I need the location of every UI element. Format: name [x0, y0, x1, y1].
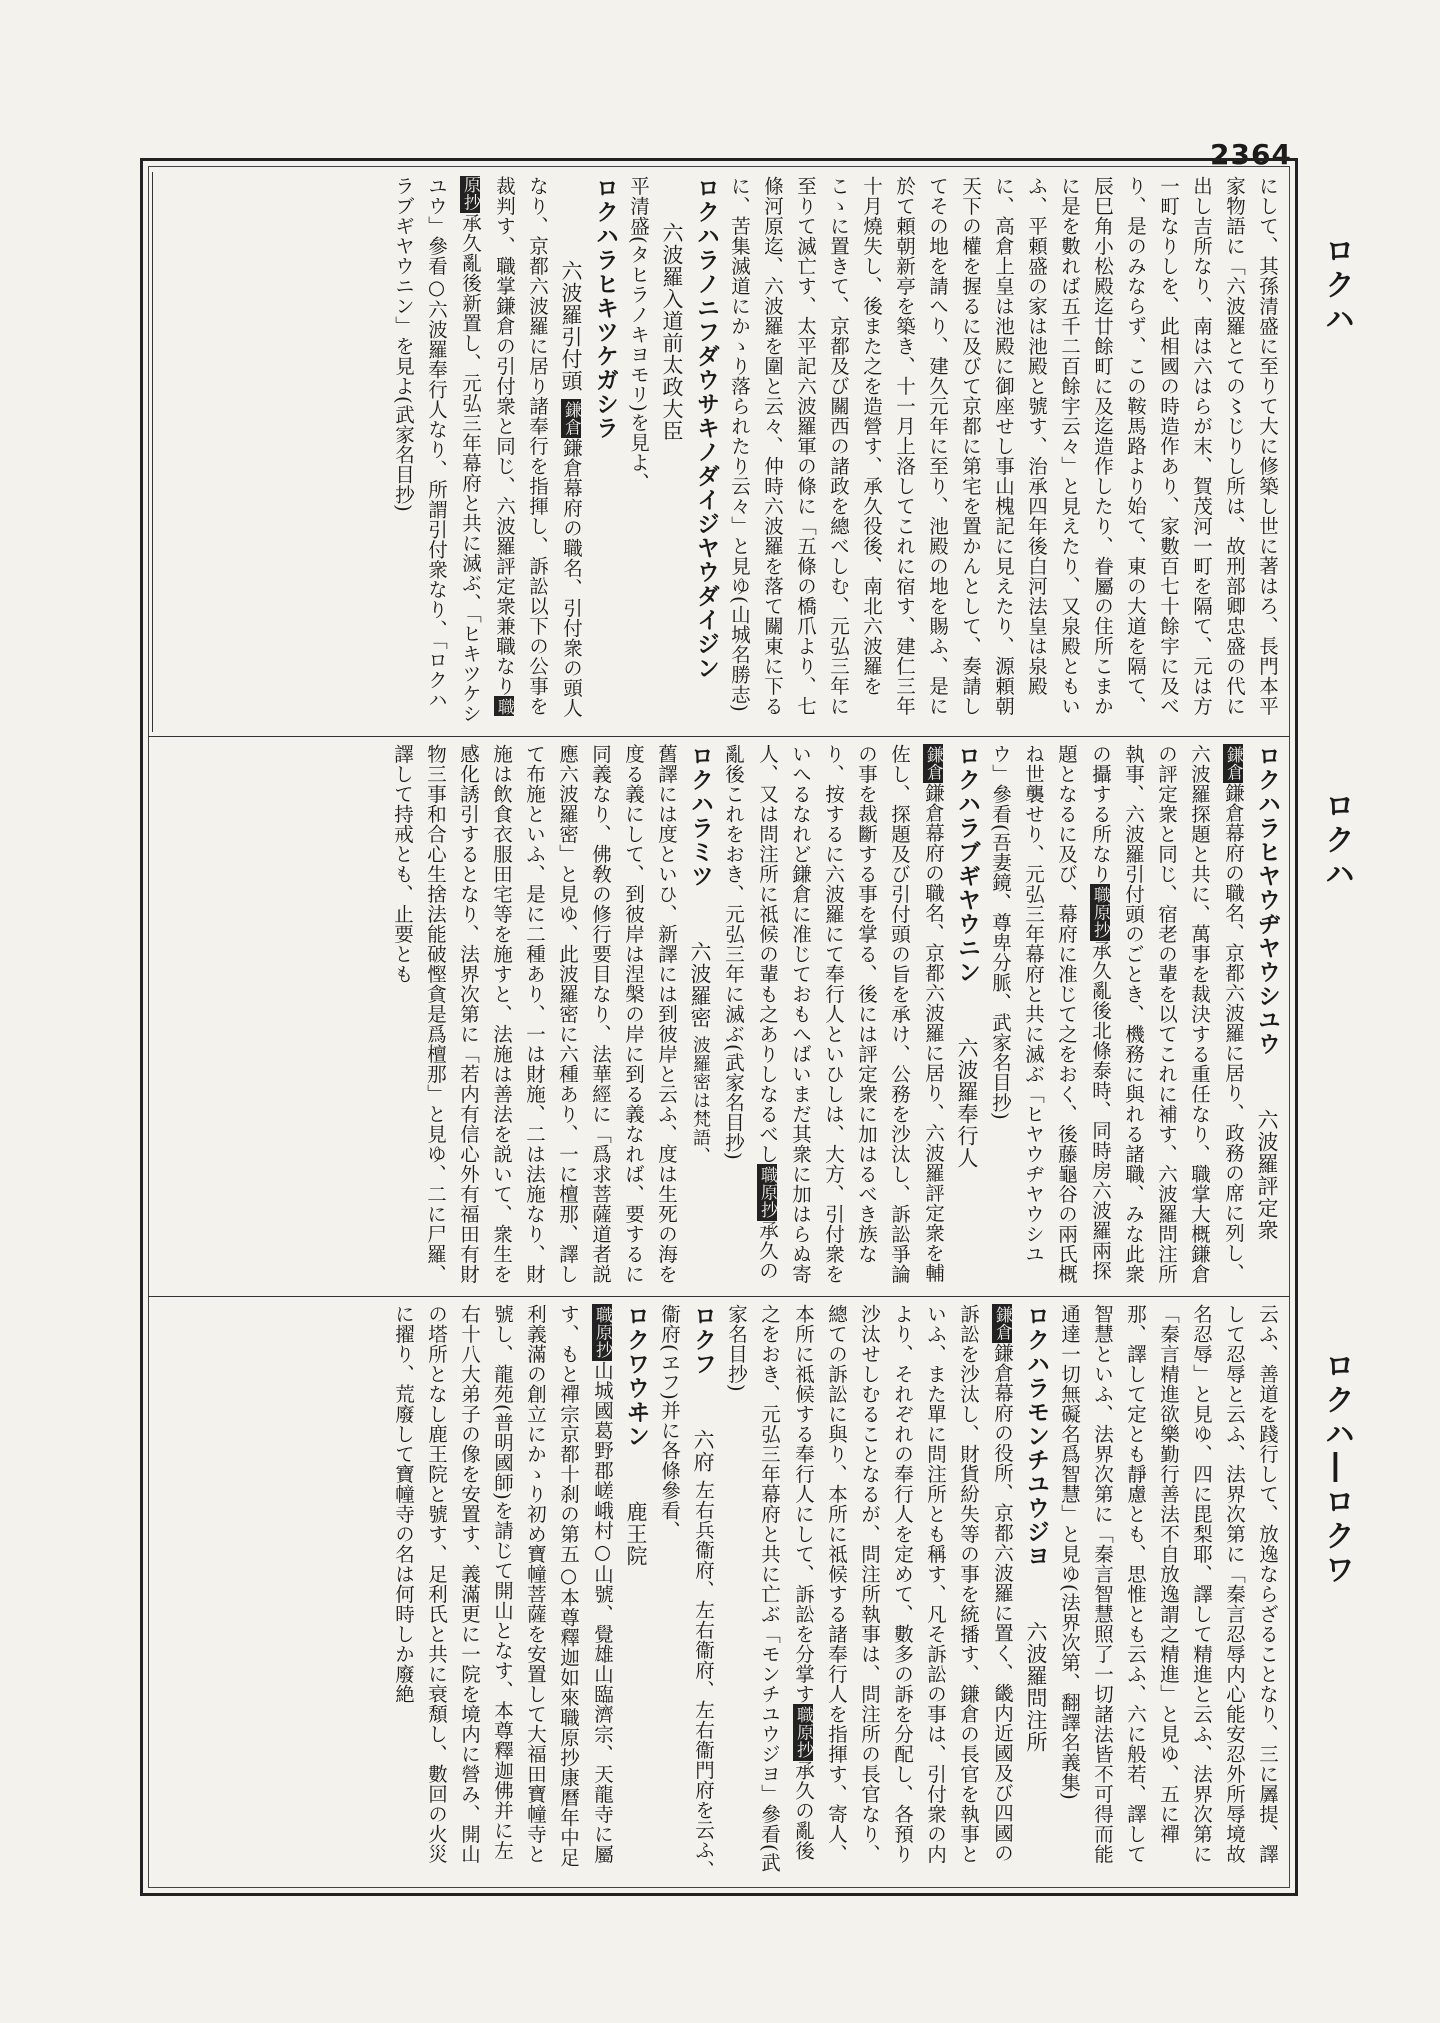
entry-headword: ロクハラブギヤウニン: [954, 744, 980, 984]
entry-headword: ロクハラヒキツケガシラ: [592, 176, 618, 440]
entry-body: [717, 744, 950, 1288]
running-head-upper: ロクハ: [1319, 235, 1354, 337]
entry-body: [387, 1304, 619, 1880]
source-tag: 職原抄: [592, 1306, 612, 1359]
entry-note: 波羅密は梵語、: [690, 1035, 711, 1166]
entry-kanji: 鹿王院: [624, 1500, 648, 1567]
entry-rokuhara-hyojoshu: [1250, 744, 1284, 1288]
source-tag: 職原抄: [1090, 886, 1110, 939]
tier-upper: [156, 176, 1284, 728]
continued-text: にして、其孫清盛に至りて大に修築し世に著はろ、長門本平家物語に「六波羅とての〻じりし所は、故刑部卿忠盛の代に出し吉所なり、南は六はらが末、賀茂河一町を隔て、元は方一町なりしを、此相國の時造作あり、家數百七十餘宇に及べり、是のみならず、この鞍馬路より始て、東の大道を隔て、辰巳角小松殿迄廿餘町に及迄造作したり、眷屬の住所こまかに是を數れば五千二百餘宇云々」と見えたり、又泉殿ともいふ、平頼盛の家は池殿と號す、治承四年後白河法皇は泉殿に、高倉上皇は池殿に御座せし事山槐記に見えたり、源頼朝天下の權を握るに及びて京都に第宅を置かんとして、奏請してその地を請へり、建久元年に至り、池殿の地を賜ふ、是に於て頼朝新亭を築き、十一月上洛してこれに宿す、建仁三年十月燒失し、後また之を造營す、承久役後、南北六波羅をこゝに置きて、京都及び關西の諸政を總べしむ、元弘三年に至りて滅亡す、太平記六波羅軍の條に「五條の橋爪より、七條河原迄、六波羅を圍と云々、仲時六波羅を落て關東に下るに、苦集滅道にかゝり落られたり云々」と見ゆ(山城名勝志): [728, 176, 1279, 716]
entry-text: 鎌倉幕府の職名、京都六波羅に居り、六波羅評定衆を輔佐し、探題及び引付頭の旨を承け、公務を沙汰し、訴訟爭論の事を裁斷する事を掌る、後には評定衆に加はるべき族なり、按するに六波羅にて奉行人といひしは、大方、引付衆をいへるなれど鎌倉に准じておもへばいまだ其衆に加はらぬ寄人、又は問注所に祗候の輩も之ありしなるべし: [756, 744, 945, 1284]
entry-headword: ロクフ: [690, 1304, 716, 1376]
entry-body: [387, 176, 588, 728]
entry-headword: ロクワウヰン: [623, 1304, 649, 1448]
entry-text: 承久の亂後之をおき、元弘三年幕府と共に亡ぶ「モンチユウジヨ」參看(武家名目抄): [725, 1304, 815, 1873]
source-tag: 職原抄: [793, 1706, 813, 1759]
entry-body: 舊譯には度といひ、新譯には到彼岸と云ふ、度は生死の海を度る義にして、到彼岸は涅槃の岸に到る義なれば、要するに同義なり、佛敎の修行要目なり、法華經に「爲求菩薩道者説應六波羅密」と見ゆ、此波羅密に六種あり、一に檀那、譯して布施といふ、是に二種あり、一は財施、二は法施なり、財施は飲食衣服田宅等を施すと、法施は善法を説いて、衆生を感化誘引するとなり、法界次第に「若内有信心外有福田有財物三事和合心生捨法能破慳貪是爲檀那」と見ゆ、二に尸羅、譯して持戒とも、止要とも: [391, 744, 678, 1284]
entry-rokufu: [653, 1304, 720, 1880]
entry-rokuharamitsu: [683, 744, 717, 1288]
entry-kanji: 六波羅引付頭: [559, 260, 583, 392]
entry-rokuhara-monchujo: [1019, 1304, 1053, 1880]
entry-kanji: 六府: [691, 1428, 715, 1473]
column-rule-top: [152, 172, 153, 732]
entry-text: 鎌倉幕府の役所、京都六波羅に置く、畿内近國及び四國の訴訟を沙汰し、財貨紛失等の事を統播す、鎌倉の長官を執事といふ、また單に問注所とも稱す、凡そ訴訟の事は、引付衆の内より、それぞれの奉行人を定めて、數多の訴を分配し、各預り沙汰せしむることなるが、問注所執事は、問注所の長官なり、總ての訴訟に與り、本所に祗候する諸奉行人を指揮す、寄人、本所に祗候する奉行人にして、訴訟を分掌す: [792, 1304, 1014, 1864]
entry-text: 山城國葛野郡嵯峨村○山號、覺雄山臨濟宗、天龍寺に屬す、もと禪宗京都十刹の第五○本尊釋迦如來職原抄康曆年中足利義滿の創立にかゝり初め寶幢菩薩を安置して大福田寶幢寺と號し、龍苑(普明國師)を請じて開山となす、本尊釋迦佛并に左右十八大弟子の像を安置す、義滿更に一院を境内に營み、開山の塔所となし鹿王院と號す、足利氏と共に衰頽し、數回の火災に擢り、荒廢して寶幢寺の名は何時しか廢絶: [392, 1304, 614, 1868]
tier-divider-2: [148, 1296, 1290, 1297]
entry-headword: ロクハラモンチユウジヨ: [1023, 1304, 1049, 1568]
entry-kanji: 六波羅密: [688, 940, 712, 1029]
source-tag: 職原抄: [460, 176, 514, 716]
entry-rokuhara-bugyonin: [950, 744, 984, 1288]
entry-body: [720, 1304, 1019, 1880]
category-tag: 鎌倉: [992, 1306, 1012, 1341]
tier-divider-1: [148, 736, 1290, 737]
entry-rokuoin: [619, 1304, 653, 1880]
entry-rokuhara-nyudo: [689, 176, 723, 728]
page-number: 2364: [1210, 138, 1292, 171]
entry-kanji: 六波羅問注所: [1024, 1620, 1048, 1753]
continued-text: 云ふ、善道を踐行して、放逸ならざることなり、三に羼提、譯して忍辱と云ふ、法界次第に「秦言忍辱内心能安忍外所辱境故名忍辱」と見ゆ、四に毘梨耶、譯して精進と云ふ、法界次第に「秦言精進欲樂勤行善法不自放逸謂之精進」と見ゆ、五に禪那、譯して定とも靜慮とも、思惟とも云ふ、六に般若、譯して智慧といふ、法界次第に「秦言智慧照了一切諸法皆不可得而能通達一切無礙名爲智慧」と見ゆ(法界次第、翻譯名義集): [1058, 1304, 1279, 1864]
category-tag: 鎌倉: [1223, 746, 1243, 781]
entry-kanji-row: [655, 176, 689, 728]
entry-body: [984, 744, 1250, 1288]
entry-text: 承久亂後新置し、元弘三年幕府と共に滅ぶ、「ヒキツケシユウ」參看○六波羅奉行人なり、所謂引付衆なり、「ロクハラブギヤウニン」を見よ(武家名目抄): [392, 176, 482, 724]
entry-text: 鎌倉幕府の職名、京都六波羅に居り、政務の席に列し、六波羅探題と共に、萬事を裁決する重任なり、職掌大概鎌倉の評定衆と同じ、宿老の輩を以てこれに補す、六波羅問注所執事、六波羅引付頭のごとき、機務に與れる諸職、みな此衆の攝する所なり: [1089, 744, 1245, 1284]
tier-middle: [156, 744, 1284, 1288]
entry-headword: ロクハラミツ: [687, 744, 713, 888]
running-head-middle: ロクハ: [1319, 790, 1354, 892]
source-tag: 職原抄: [757, 1166, 777, 1219]
entry-text: 鎌倉幕府の職名、引付衆の頭人なり、京都六波羅に居り諸奉行を指揮し、訴訟以下の公事を裁判す、職掌鎌倉の引付衆と同じ、六波羅評定衆兼職なり: [493, 176, 583, 718]
entry-text: 承久亂後北條泰時、同時房六波羅兩探題となるに及び、幕府に准じて之をおく、後藤龜谷の兩氏概ね世襲せり、元弘三年幕府と共に滅ぶ「ヒヤウヂヤウシユウ」參看(吾妻鏡、尊卑分脈、武家名目抄): [989, 744, 1112, 1284]
tier-lower: [156, 1304, 1284, 1880]
category-tag: 鎌倉: [923, 746, 943, 781]
entry-text: 左右兵衞府、左右衞府、左右衞門府を云ふ、衞府(ヱフ)并に各條參看、: [658, 1304, 715, 1880]
entry-text: 承久の亂後これをおき、元弘三年に滅ぶ(武家名目抄): [722, 744, 779, 1281]
entry-kanji: 六波羅入道前太政大臣: [660, 222, 684, 443]
entry-headword: ロクハラヒヤウヂヤウシユウ: [1254, 744, 1280, 1056]
category-tag: 鎌倉: [561, 400, 581, 436]
entry-rokuhara-hikitsuke: [588, 176, 622, 728]
entry-kanji: 六波羅奉行人: [955, 1036, 979, 1169]
entry-body: 平清盛(タヒラノキヨモリ)を見よ、: [627, 176, 650, 493]
entry-kanji: 六波羅評定衆: [1255, 1108, 1279, 1241]
running-head-lower: ロクハ―ロクワ: [1319, 1350, 1354, 1588]
entry-headword: ロクハラノニフダウサキノダイジヤウダイジン: [693, 176, 719, 680]
